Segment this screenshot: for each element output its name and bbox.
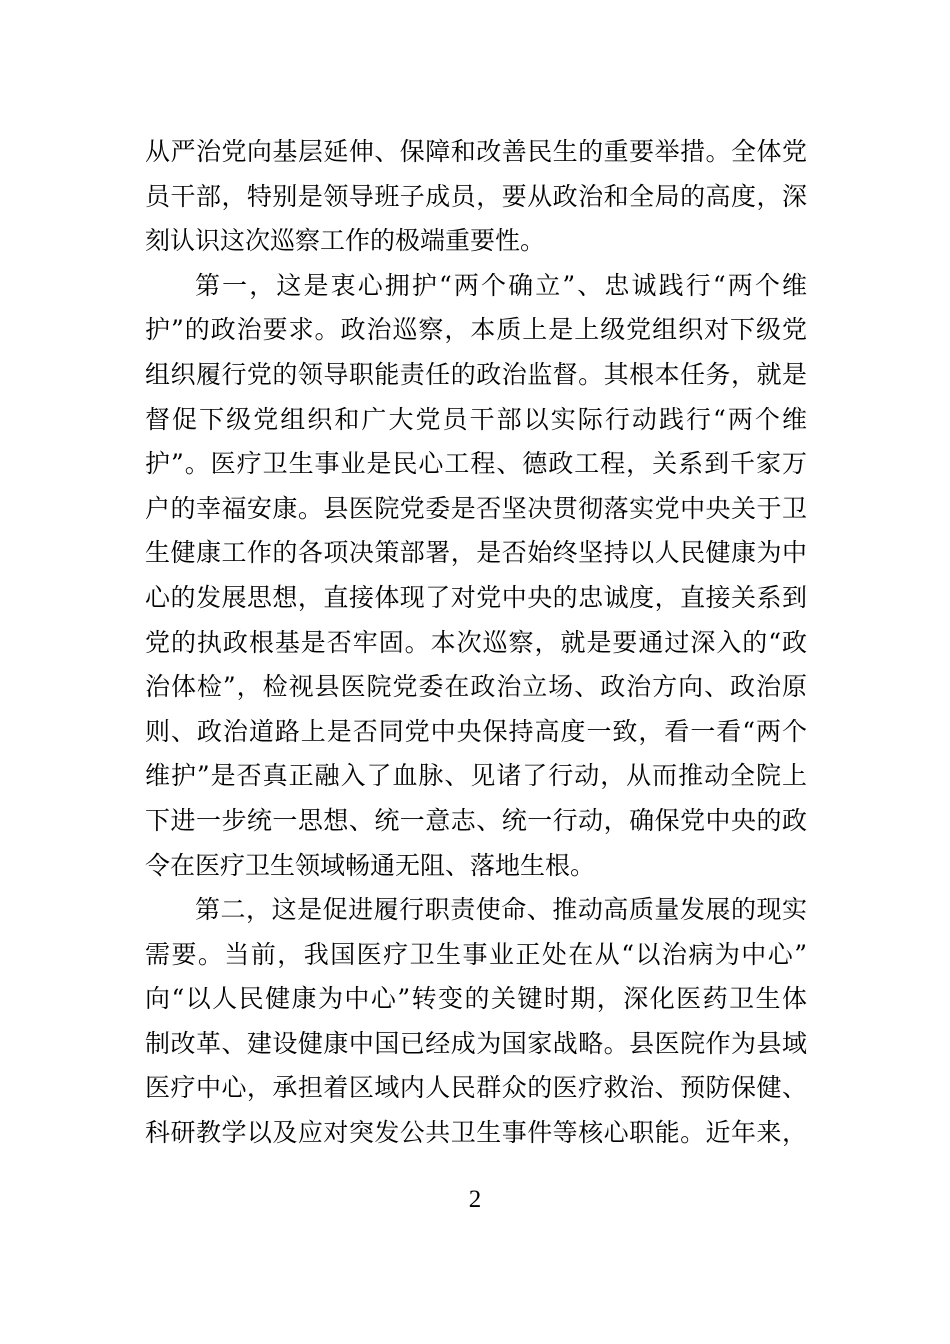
text-line: 组织履行党的领导职能责任的政治监督。其根本任务，就是	[145, 359, 807, 389]
text-line: 则、政治道路上是否同党中央保持高度一致，看一看“两个	[145, 716, 807, 746]
document-body	[145, 130, 807, 1156]
text-line: 医疗中心，承担着区域内人民群众的医疗救治、预防保健、	[145, 1073, 807, 1103]
text-line: 员干部，特别是领导班子成员，要从政治和全局的高度，深	[145, 181, 807, 211]
text-line: 科研教学以及应对突发公共卫生事件等核心职能。近年来，	[145, 1118, 807, 1148]
text-line: 心的发展思想，直接体现了对党中央的忠诚度，直接关系到	[145, 582, 807, 612]
paragraph	[145, 130, 807, 264]
text-line: 制改革、建设健康中国已经成为国家战略。县医院作为县域	[145, 1028, 807, 1058]
text-line: 维护”是否真正融入了血脉、见诸了行动，从而推动全院上	[145, 761, 807, 791]
text-line: 党的执政根基是否牢固。本次巡察，就是要通过深入的“政	[145, 627, 807, 657]
page-number: 2	[468, 1186, 482, 1213]
paragraph	[145, 264, 807, 888]
text-line: 护”。医疗卫生事业是民心工程、德政工程，关系到千家万	[145, 449, 807, 479]
text-line: 第一，这是衷心拥护“两个确立”、忠诚践行“两个维	[195, 270, 807, 300]
text-line: 治体检”，检视县医院党委在政治立场、政治方向、政治原	[145, 672, 807, 702]
text-line: 户的幸福安康。县医院党委是否坚决贯彻落实党中央关于卫	[145, 493, 807, 523]
text-line: 从严治党向基层延伸、保障和改善民生的重要举措。全体党	[145, 137, 807, 166]
text-line: 需要。当前，我国医疗卫生事业正处在从“以治病为中心”	[145, 939, 807, 969]
text-line: 令在医疗卫生领域畅通无阻、落地生根。	[145, 850, 596, 880]
text-line: 督促下级党组织和广大党员干部以实际行动践行“两个维	[145, 404, 807, 434]
text-line: 护”的政治要求。政治巡察，本质上是上级党组织对下级党	[145, 315, 807, 345]
text-line: 生健康工作的各项决策部署，是否始终坚持以人民健康为中	[145, 538, 807, 568]
paragraph	[145, 888, 807, 1156]
text-line: 向“以人民健康为中心”转变的关键时期，深化医药卫生体	[145, 984, 807, 1014]
text-line: 下进一步统一思想、统一意志、统一行动，确保党中央的政	[145, 805, 807, 835]
text-line: 刻认识这次巡察工作的极端重要性。	[145, 226, 546, 256]
text-line: 第二，这是促进履行职责使命、推动高质量发展的现实	[195, 895, 807, 925]
